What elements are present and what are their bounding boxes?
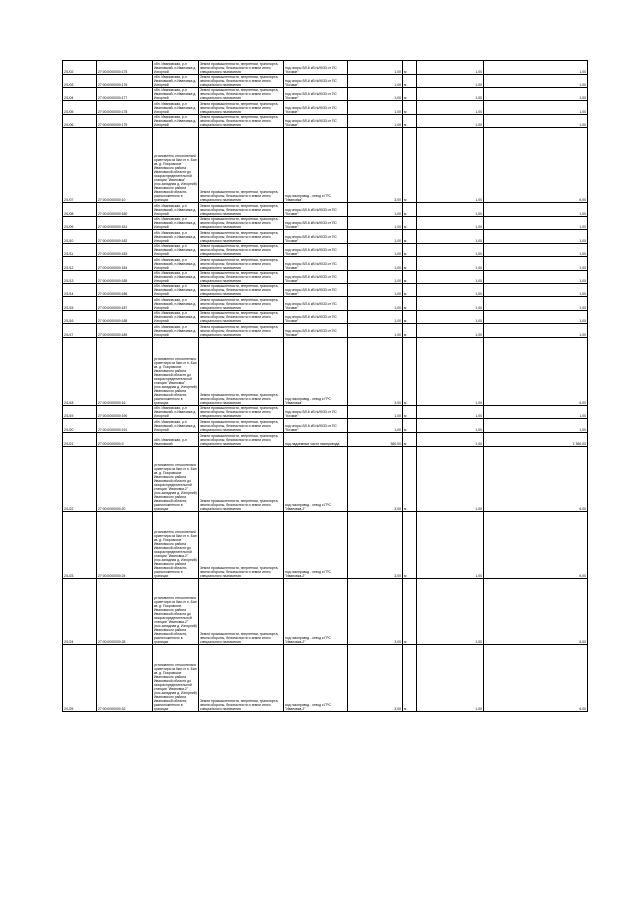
area-cell: 1,00	[348, 311, 403, 324]
table-row	[63, 75, 588, 88]
permitted-use-cell: под опоры ВЛ-6 кВ №9033 от ПС "Кочмат"	[284, 271, 348, 284]
address-cell: обл. Ивановская, р-н Ивановский, п.Ивановка д. Изгорний	[153, 311, 199, 324]
table-row	[63, 447, 588, 512]
address-cell: обл. Ивановская, р-н Ивановский, п.Ивановка д. Изгорний	[153, 324, 199, 338]
tax-cell: 1,00	[484, 115, 588, 128]
area-cell: 560,00	[348, 433, 403, 447]
cadastral-number-cell: 27:00:0000000:190	[97, 406, 153, 419]
area-cell: 1,00	[348, 75, 403, 88]
land-category-cell: Земли промышленности, энергетики, транспорта, земли обороны, безопасности и земли иного специального назначения	[199, 115, 284, 128]
address-cell: обл. Ивановская, р-н Ивановский, п.Ивановка д. Изгорний	[153, 101, 199, 115]
tax-cell: 1,00	[484, 61, 588, 75]
area-cell: 3,00	[348, 128, 403, 203]
area-cell: 1,00	[348, 271, 403, 284]
cost-cell: 1,00	[417, 128, 484, 203]
unit-cell: м	[403, 406, 417, 419]
tax-cell: 1,00	[484, 257, 588, 271]
table-row	[63, 217, 588, 230]
unit-cell: м	[403, 284, 417, 297]
area-cell: 3,00	[348, 512, 403, 579]
table-row	[63, 406, 588, 419]
cadastral-number-cell: 27:00:0000000:32	[97, 645, 153, 712]
permitted-use-cell: под опоры ВЛ-6 кВ №9033 от ПС "Кочмат"	[284, 217, 348, 230]
land-category-cell: Земли промышленности, энергетики, транспорта, земли обороны, безопасности и земли иного специального назначения	[199, 230, 284, 244]
row-id-cell: 2/1/08	[63, 203, 97, 217]
row-id-cell: 2/1/06	[63, 115, 97, 128]
row-id-cell: 2/1/21	[63, 433, 97, 447]
unit-cell: м	[403, 419, 417, 433]
table-row	[63, 284, 588, 297]
cost-cell: 1,00	[417, 244, 484, 257]
tax-cell: 1,00	[484, 284, 588, 297]
land-category-cell: Земли промышленности, энергетики, транспорта, земли обороны, безопасности и земли иного специального назначения	[199, 406, 284, 419]
unit-cell: м	[403, 271, 417, 284]
address-cell: установлено относительно ориентира из 5км от п. Бан кв. д. Покровское Ивановского района Ивановской области до газораспределительной станции "Ивановка-2" (пос.западная д. Изгорний) Ивановского района Ивановской области, расположенного в границах	[153, 512, 199, 579]
land-category-cell: Земли промышленности, энергетики, транспорта, земли обороны, безопасности и земли иного специального назначения	[199, 203, 284, 217]
unit-cell: м	[403, 115, 417, 128]
address-cell: обл. Ивановская, р-н Ивановский	[153, 433, 199, 447]
table-row	[63, 128, 588, 203]
row-id-cell: 2/1/13	[63, 271, 97, 284]
area-cell: 1,00	[348, 406, 403, 419]
cost-cell: 1,00	[417, 419, 484, 433]
unit-cell: м	[403, 75, 417, 88]
table-row	[63, 230, 588, 244]
permitted-use-cell: под опоры ВЛ-6 кВ №9033 от ПС "Кочмат"	[284, 61, 348, 75]
tax-cell: 1,00	[484, 101, 588, 115]
land-category-cell: Земли промышленности, энергетики, транспорта, земли обороны, безопасности и земли иного специального назначения	[199, 297, 284, 311]
tax-cell: 1,00	[484, 203, 588, 217]
table-row	[63, 579, 588, 645]
area-cell: 1,00	[348, 101, 403, 115]
tax-cell: 1,00	[484, 230, 588, 244]
area-cell: 1,00	[348, 419, 403, 433]
address-cell: обл. Ивановская, р-н Ивановский, п.Ивановка д. Изгорний	[153, 406, 199, 419]
permitted-use-cell: под опоры ВЛ-6 кВ №9033 от ПС "Кочмат"	[284, 297, 348, 311]
area-cell: 1,00	[348, 230, 403, 244]
area-cell: 1,00	[348, 244, 403, 257]
unit-cell: м	[403, 203, 417, 217]
cost-cell: 1,00	[417, 447, 484, 512]
permitted-use-cell: под газопровод - отвод к ГРС "Ивановка-2"	[284, 579, 348, 645]
land-category-cell: Земли промышленности, энергетики, транспорта, земли обороны, безопасности и земли иного специального назначения	[199, 311, 284, 324]
land-category-cell: Земли промышленности, энергетики, транспорта, земли обороны, безопасности и земли иного специального назначения	[199, 61, 284, 75]
tax-cell: 6,00	[484, 338, 588, 406]
row-id-cell: 2/1/25	[63, 645, 97, 712]
cadastral-number-cell: 27:00:0000000:20	[97, 447, 153, 512]
area-cell: 1,00	[348, 217, 403, 230]
cost-cell: 1,00	[417, 203, 484, 217]
unit-cell: м	[403, 257, 417, 271]
cost-cell: 1,00	[417, 406, 484, 419]
cadastral-number-cell: 27:00:0000000:189	[97, 324, 153, 338]
address-cell: обл. Ивановская, р-н Ивановский, п.Ивановка д. Изгорний	[153, 419, 199, 433]
permitted-use-cell: под опоры ВЛ-6 кВ №9033 от ПС "Кочмат"	[284, 244, 348, 257]
cost-cell: 1,00	[417, 433, 484, 447]
cadastral-number-cell: 27:00:0000000:10	[97, 128, 153, 203]
unit-cell: м	[403, 61, 417, 75]
land-category-cell: Земли промышленности, энергетики, транспорта, земли обороны, безопасности и земли иного специального назначения	[199, 645, 284, 712]
row-id-cell: 2/1/24	[63, 579, 97, 645]
area-cell: 3,00	[348, 645, 403, 712]
land-category-cell: Земли промышленности, энергетики, транспорта, земли обороны, безопасности и земли иного специального назначения	[199, 257, 284, 271]
tax-cell: 6,00	[484, 512, 588, 579]
unit-cell: м	[403, 645, 417, 712]
area-cell: 1,00	[348, 297, 403, 311]
tax-cell: 1,00	[484, 75, 588, 88]
land-category-cell: Земли промышленности, энергетики, транспорта, земли обороны, безопасности и земли иного специального назначения	[199, 433, 284, 447]
address-cell: обл. Ивановская, р-н Ивановский, п.Ивановка д. Изгорний	[153, 284, 199, 297]
address-cell: установлено относительно ориентира из 5км от п. Бан кв. д. Покровское Ивановского района Ивановской области до газораспределительной станции "Ивановка-2" (пос.западная д. Изгорний) Ивановского района Ивановской области, расположенного в границах	[153, 447, 199, 512]
table-row	[63, 311, 588, 324]
cadastral-number-cell: 27:00:0000000:187	[97, 297, 153, 311]
row-id-cell: 2/1/18	[63, 338, 97, 406]
cadastral-number-cell: 27:00:0000000:185	[97, 271, 153, 284]
tax-cell: 1,00	[484, 324, 588, 338]
table-row	[63, 271, 588, 284]
cadastral-number-cell: 27:00:0000000:184	[97, 257, 153, 271]
cadastral-number-cell: 27:00:0000000:175	[97, 61, 153, 75]
unit-cell: м	[403, 433, 417, 447]
land-category-cell: Земли промышленности, энергетики, транспорта, земли обороны, безопасности и земли иного специального назначения	[199, 324, 284, 338]
table-row	[63, 115, 588, 128]
row-id-cell: 2/1/20	[63, 419, 97, 433]
cost-cell: 1,00	[417, 311, 484, 324]
cadastral-number-cell: 27:00:0000000:177	[97, 88, 153, 101]
land-category-cell: Земли промышленности, энергетики, транспорта, земли обороны, безопасности и земли иного специального назначения	[199, 128, 284, 203]
row-id-cell: 2/1/19	[63, 406, 97, 419]
address-cell: установлено относительно ориентира из 5км от п. Бан кв. д. Покровское Ивановского района Ивановской области до газораспределительной станции "Ивановка-2" (пос.западная д. Изгорний) Ивановского района Ивановской области, расположенного в границах	[153, 645, 199, 712]
permitted-use-cell: под опоры ВЛ-6 кВ №9033 от ПС "Кочмат"	[284, 324, 348, 338]
table-row	[63, 244, 588, 257]
table-row	[63, 338, 588, 406]
permitted-use-cell: под газопровод - отвод к ГРС "Ивановка-2"	[284, 512, 348, 579]
row-id-cell: 2/1/03	[63, 75, 97, 88]
permitted-use-cell: под опоры ВЛ-6 кВ №9033 от ПС "Кочмат"	[284, 230, 348, 244]
land-category-cell: Земли промышленности, энергетики, транспорта, земли обороны, безопасности и земли иного специального назначения	[199, 75, 284, 88]
unit-cell: м	[403, 579, 417, 645]
table-row	[63, 512, 588, 579]
permitted-use-cell: под опоры ВЛ-6 кВ №9033 от ПС "Кочмат"	[284, 115, 348, 128]
area-cell: 3,00	[348, 579, 403, 645]
permitted-use-cell: под надземные части газопровода	[284, 433, 348, 447]
permitted-use-cell: под опоры ВЛ-6 кВ №9033 от ПС "Кочмат"	[284, 419, 348, 433]
cadastral-number-cell: 27:00:0000000:3	[97, 433, 153, 447]
table-row	[63, 433, 588, 447]
row-id-cell: 2/1/11	[63, 244, 97, 257]
cost-cell: 1,00	[417, 257, 484, 271]
row-id-cell: 2/1/07	[63, 128, 97, 203]
row-id-cell: 2/1/16	[63, 311, 97, 324]
land-category-cell: Земли промышленности, энергетики, транспорта, земли обороны, безопасности и земли иного специального назначения	[199, 579, 284, 645]
permitted-use-cell: под опоры ВЛ-6 кВ №9033 от ПС "Кочмат"	[284, 101, 348, 115]
permitted-use-cell: под опоры ВЛ-6 кВ №9033 от ПС "Кочмат"	[284, 88, 348, 101]
table-row	[63, 645, 588, 712]
permitted-use-cell: под опоры ВЛ-6 кВ №9033 от ПС "Кочмат"	[284, 406, 348, 419]
cadastral-number-cell: 27:00:0000000:16	[97, 338, 153, 406]
tax-cell: 6,00	[484, 128, 588, 203]
unit-cell: м	[403, 244, 417, 257]
address-cell: установлено относительно ориентира из 5км от п. Бан кв. д. Покровское Ивановского района Ивановской области до газораспределительной станции "Ивановка-2" (пос.западная д. Изгорний) Ивановского района Ивановской области, расположенного в границах	[153, 579, 199, 645]
cadastral-number-cell: 27:00:0000000:183	[97, 244, 153, 257]
document-sheet	[62, 60, 587, 712]
cost-cell: 1,00	[417, 645, 484, 712]
address-cell: обл. Ивановская, р-н Ивановский, п.Ивановка д. Изгорний	[153, 297, 199, 311]
tax-cell: 1,00	[484, 244, 588, 257]
permitted-use-cell: под опоры ВЛ-6 кВ №9033 от ПС "Кочмат"	[284, 257, 348, 271]
address-cell: обл. Ивановская, р-н Ивановский, п.Ивановка д. Изгорний	[153, 61, 199, 75]
tax-cell: 1,00	[484, 297, 588, 311]
permitted-use-cell: под газопровод - отвод к ГРС "Ивановка-2"	[284, 645, 348, 712]
table-row	[63, 257, 588, 271]
unit-cell: м	[403, 311, 417, 324]
permitted-use-cell: под газопровод - отвод к ГРС "Ивановка"	[284, 128, 348, 203]
unit-cell: м	[403, 447, 417, 512]
table-body	[63, 61, 588, 712]
address-cell: установлено относительно ориентира из 5км от п. Бан кв. д. Покровское Ивановского района Ивановской области до газораспределительной станции "Ивановка" (пос.западная д. Изгорний) Ивановского района Ивановской области, расположенного в границах	[153, 338, 199, 406]
row-id-cell: 2/1/14	[63, 284, 97, 297]
address-cell: обл. Ивановская, р-н Ивановский, п.Ивановка д. Изгорний	[153, 271, 199, 284]
area-cell: 1,00	[348, 88, 403, 101]
area-cell: 1,00	[348, 61, 403, 75]
row-id-cell: 2/1/17	[63, 324, 97, 338]
land-category-cell: Земли промышленности, энергетики, транспорта, земли обороны, безопасности и земли иного специального назначения	[199, 244, 284, 257]
address-cell: обл. Ивановская, р-н Ивановский, п.Ивановка д. Изгорний	[153, 257, 199, 271]
cadastral-number-cell: 27:00:0000000:180	[97, 203, 153, 217]
row-id-cell: 2/1/22	[63, 447, 97, 512]
permitted-use-cell: под опоры ВЛ-6 кВ №9033 от ПС "Кочмат"	[284, 203, 348, 217]
table-row	[63, 324, 588, 338]
permitted-use-cell: под опоры ВЛ-6 кВ №9033 от ПС "Кочмат"	[284, 284, 348, 297]
tax-cell: 1,00	[484, 419, 588, 433]
permitted-use-cell: под опоры ВЛ-6 кВ №9033 от ПС "Кочмат"	[284, 75, 348, 88]
cadastral-number-cell: 27:00:0000000:176	[97, 75, 153, 88]
land-category-cell: Земли промышленности, энергетики, транспорта, земли обороны, безопасности и земли иного специального назначения	[199, 217, 284, 230]
cadastral-number-cell: 27:00:0000000:28	[97, 579, 153, 645]
cadastral-number-cell: 27:00:0000000:178	[97, 101, 153, 115]
cost-cell: 1,00	[417, 230, 484, 244]
cost-cell: 1,00	[417, 324, 484, 338]
area-cell: 1,00	[348, 257, 403, 271]
unit-cell: м	[403, 324, 417, 338]
address-cell: обл. Ивановская, р-н Ивановский, п.Ивановка д. Изгорний	[153, 217, 199, 230]
area-cell: 1,00	[348, 115, 403, 128]
address-cell: обл. Ивановская, р-н Ивановский, п.Ивановка д. Изгорний	[153, 203, 199, 217]
table-row	[63, 88, 588, 101]
cadastral-number-cell: 27:00:0000000:191	[97, 419, 153, 433]
cost-cell: 1,00	[417, 271, 484, 284]
permitted-use-cell: под газопровод - отвод к ГРС "Ивановка-2"	[284, 447, 348, 512]
cadastral-number-cell: 27:00:0000000:24	[97, 512, 153, 579]
tax-cell: 1,00	[484, 311, 588, 324]
land-category-cell: Земли промышленности, энергетики, транспорта, земли обороны, безопасности и земли иного специального назначения	[199, 271, 284, 284]
cost-cell: 1,00	[417, 101, 484, 115]
tax-cell: 1,00	[484, 88, 588, 101]
area-cell: 1,00	[348, 203, 403, 217]
cost-cell: 1,00	[417, 297, 484, 311]
tax-cell: 6,00	[484, 579, 588, 645]
permitted-use-cell: под опоры ВЛ-6 кВ №9033 от ПС "Кочмат"	[284, 311, 348, 324]
row-id-cell: 2/1/23	[63, 512, 97, 579]
area-cell: 3,00	[348, 447, 403, 512]
table-row	[63, 203, 588, 217]
address-cell: обл. Ивановская, р-н Ивановский, п.Ивановка д. Изгорний	[153, 230, 199, 244]
cost-cell: 1,00	[417, 338, 484, 406]
unit-cell: м	[403, 128, 417, 203]
cost-cell: 1,00	[417, 115, 484, 128]
table-row	[63, 61, 588, 75]
cadastral-number-cell: 27:00:0000000:181	[97, 217, 153, 230]
cost-cell: 1,00	[417, 61, 484, 75]
cost-cell: 1,00	[417, 88, 484, 101]
row-id-cell: 2/1/15	[63, 297, 97, 311]
address-cell: обл. Ивановская, р-н Ивановский, п.Ивановка д. Изгорний	[153, 115, 199, 128]
cost-cell: 1,00	[417, 512, 484, 579]
cost-cell: 1,00	[417, 217, 484, 230]
table-row	[63, 297, 588, 311]
cost-cell: 1,00	[417, 284, 484, 297]
tax-cell: 6,00	[484, 645, 588, 712]
cadastral-number-cell: 27:00:0000000:179	[97, 115, 153, 128]
row-id-cell: 2/1/04	[63, 88, 97, 101]
land-category-cell: Земли промышленности, энергетики, транспорта, земли обороны, безопасности и земли иного специального назначения	[199, 338, 284, 406]
table-row	[63, 419, 588, 433]
land-category-cell: Земли промышленности, энергетики, транспорта, земли обороны, безопасности и земли иного специального назначения	[199, 101, 284, 115]
tax-cell: 1,00	[484, 217, 588, 230]
land-category-cell: Земли промышленности, энергетики, транспорта, земли обороны, безопасности и земли иного специального назначения	[199, 88, 284, 101]
land-category-cell: Земли промышленности, энергетики, транспорта, земли обороны, безопасности и земли иного специального назначения	[199, 419, 284, 433]
unit-cell: м	[403, 338, 417, 406]
unit-cell: м	[403, 88, 417, 101]
unit-cell: м	[403, 230, 417, 244]
land-plots-table	[62, 60, 588, 712]
row-id-cell: 2/1/02	[63, 61, 97, 75]
tax-cell: 6,00	[484, 447, 588, 512]
cost-cell: 1,00	[417, 579, 484, 645]
row-id-cell: 2/1/10	[63, 230, 97, 244]
address-cell: обл. Ивановская, р-н Ивановский, п.Ивановка д. Изгорний	[153, 244, 199, 257]
table-row	[63, 101, 588, 115]
unit-cell: м	[403, 297, 417, 311]
cadastral-number-cell: 27:00:0000000:186	[97, 284, 153, 297]
land-category-cell: Земли промышленности, энергетики, транспорта, земли обороны, безопасности и земли иного специального назначения	[199, 284, 284, 297]
land-category-cell: Земли промышленности, энергетики, транспорта, земли обороны, безопасности и земли иного специального назначения	[199, 512, 284, 579]
cadastral-number-cell: 27:00:0000000:182	[97, 230, 153, 244]
land-category-cell: Земли промышленности, энергетики, транспорта, земли обороны, безопасности и земли иного специального назначения	[199, 447, 284, 512]
unit-cell: м	[403, 512, 417, 579]
row-id-cell: 2/1/09	[63, 217, 97, 230]
address-cell: установлено относительно ориентира из 5км от п. Бан кв. д. Покровское Ивановского района Ивановской области до газораспределительной станции "Ивановка" (пос.западная д. Изгорний) Ивановского района Ивановской области, расположенного в границах	[153, 128, 199, 203]
area-cell: 1,00	[348, 284, 403, 297]
tax-cell: 1 560,00	[484, 433, 588, 447]
permitted-use-cell: под газопровод - отвод к ГРС "Ивановка"	[284, 338, 348, 406]
area-cell: 1,00	[348, 324, 403, 338]
cost-cell: 1,00	[417, 75, 484, 88]
area-cell: 3,00	[348, 338, 403, 406]
tax-cell: 1,00	[484, 406, 588, 419]
tax-cell: 1,00	[484, 271, 588, 284]
row-id-cell: 2/1/05	[63, 101, 97, 115]
address-cell: обл. Ивановская, р-н Ивановский, п.Ивановка д. Изгорний	[153, 88, 199, 101]
unit-cell: м	[403, 101, 417, 115]
unit-cell: м	[403, 217, 417, 230]
row-id-cell: 2/1/12	[63, 257, 97, 271]
address-cell: обл. Ивановская, р-н Ивановский, п.Ивановка д. Изгорний	[153, 75, 199, 88]
cadastral-number-cell: 27:00:0000000:188	[97, 311, 153, 324]
